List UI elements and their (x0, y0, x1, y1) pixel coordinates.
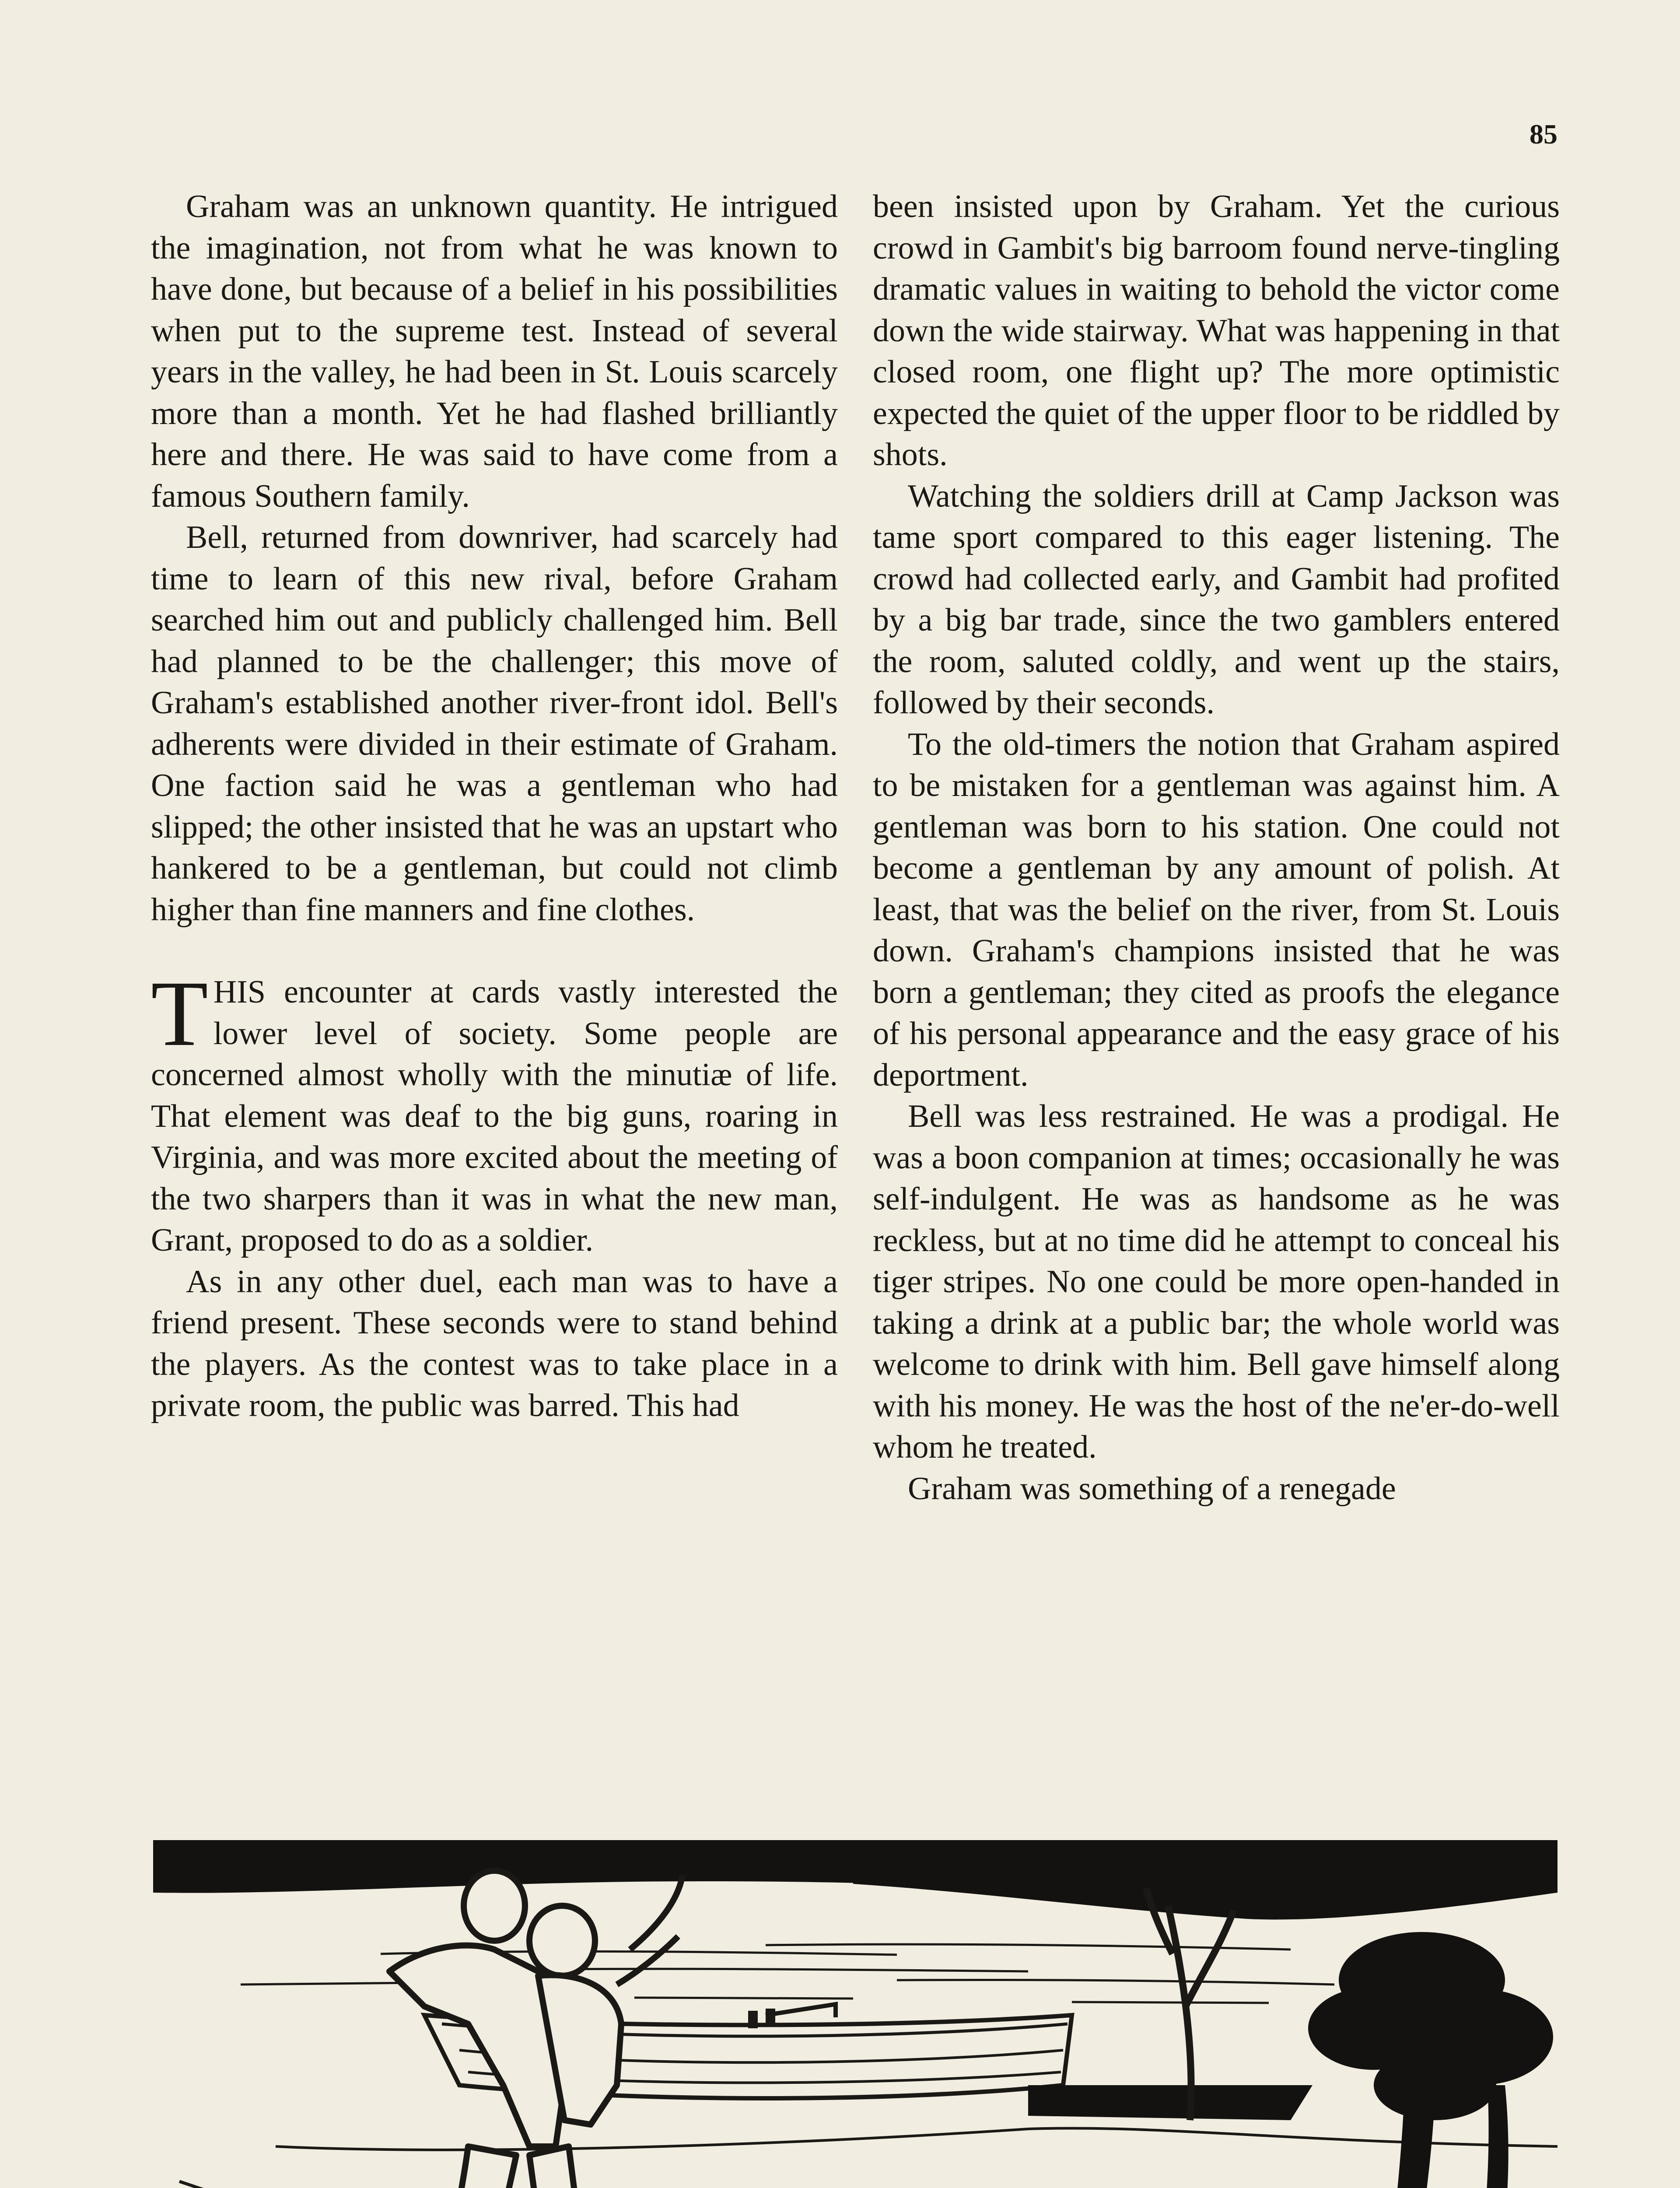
paragraph: Bell, returned from downriver, had scarcely had time to learn of this new rival, before Graham searched him out and publicly challenged him. Bell had planned to be the challenger; this move of Graham's established another river-front idol. Bell's adherents were divided in their estimate of Graham. One faction said he was a gentleman who had slipped; the other insisted that he was an upstart who hankered to be a gentleman, but could not climb higher than fine manners and fine clothes. (151, 519, 838, 928)
riverbank-illustration (153, 1840, 1558, 2188)
sky-band (153, 1840, 1558, 1871)
paragraph: Watching the soldiers drill at Camp Jackson was tame sport compared to this eager listening. The crowd had collected early, and Gambit had profited by a big bar trade, since the two gamblers entered the room, saluted coldly, and went up the stairs, followed by their seconds. (873, 478, 1560, 721)
page-number: 85 (1530, 119, 1558, 150)
shore-shadow (1028, 2085, 1312, 2120)
paragraph-with-dropcap (151, 962, 838, 1261)
paragraph: Graham was an unknown quantity. He intrigued the imagination, not from what he was known to have done, but because of a belief in his possibilities when put to the supreme test. Instead of several years in the valley, he had been in St. Louis scarcely more than a month. Yet he had flashed brilliantly here and there. He was said to have come from a famous Southern family. (151, 189, 838, 514)
tree-foliage (1308, 1932, 1553, 2188)
bank-hatching (171, 2181, 1361, 2188)
paragraph: Graham was something of a renegade (908, 1470, 1396, 1507)
text-column-left (151, 186, 838, 1427)
paragraph: Bell was less restrained. He was a prodigal. He was a boon companion at times; occasionally he was self-indulgent. He was as handsome as he was reckless, but at no time did he attempt to conceal his tiger stripes. No one could be more open-handed in taking a drink at a public bar; the whole world was welcome to drink with him. Bell gave himself along with his money. He was the host of the ne'er-do-well whom he treated. (873, 1098, 1560, 1465)
paragraph: As in any other duel, each man was to have a friend present. These seconds were to stand behind the players. As the contest was to take place in a private room, the public was barred. This had (151, 1263, 838, 1424)
paragraph: To the old-timers the notion that Graham aspired to be mistaken for a gentleman was against him. A gentleman was born to his station. One could not become a gentleman by any amount of polish. At least, that was the belief on the river, from St. Louis down. Graham's champions insisted that he was born a gentleman; they cited as proofs the elegance of his personal appearance and the easy grace of his deportment. (873, 726, 1560, 1093)
text-column-right (873, 186, 1560, 1509)
drop-cap: T (151, 962, 208, 1066)
paragraph: been insisted upon by Graham. Yet the curious crowd in Gambit's big barroom found nerve-tingling dramatic values in waiting to behold the victor come down the wide stairway. What was happening in that closed room, one flight up? The more optimistic expected the quiet of the upper floor to be riddled by shots. (873, 189, 1560, 473)
paragraph-text: HIS encounter at cards vastly interested the lower level of society. Some people are concerned almost wholly with the minutiæ of life. That element was deaf to the big guns, roaring in Virginia, and was more excited about the meeting of the two sharpers than it was in what the new man, Grant, proposed to do as a soldier. (151, 974, 838, 1258)
